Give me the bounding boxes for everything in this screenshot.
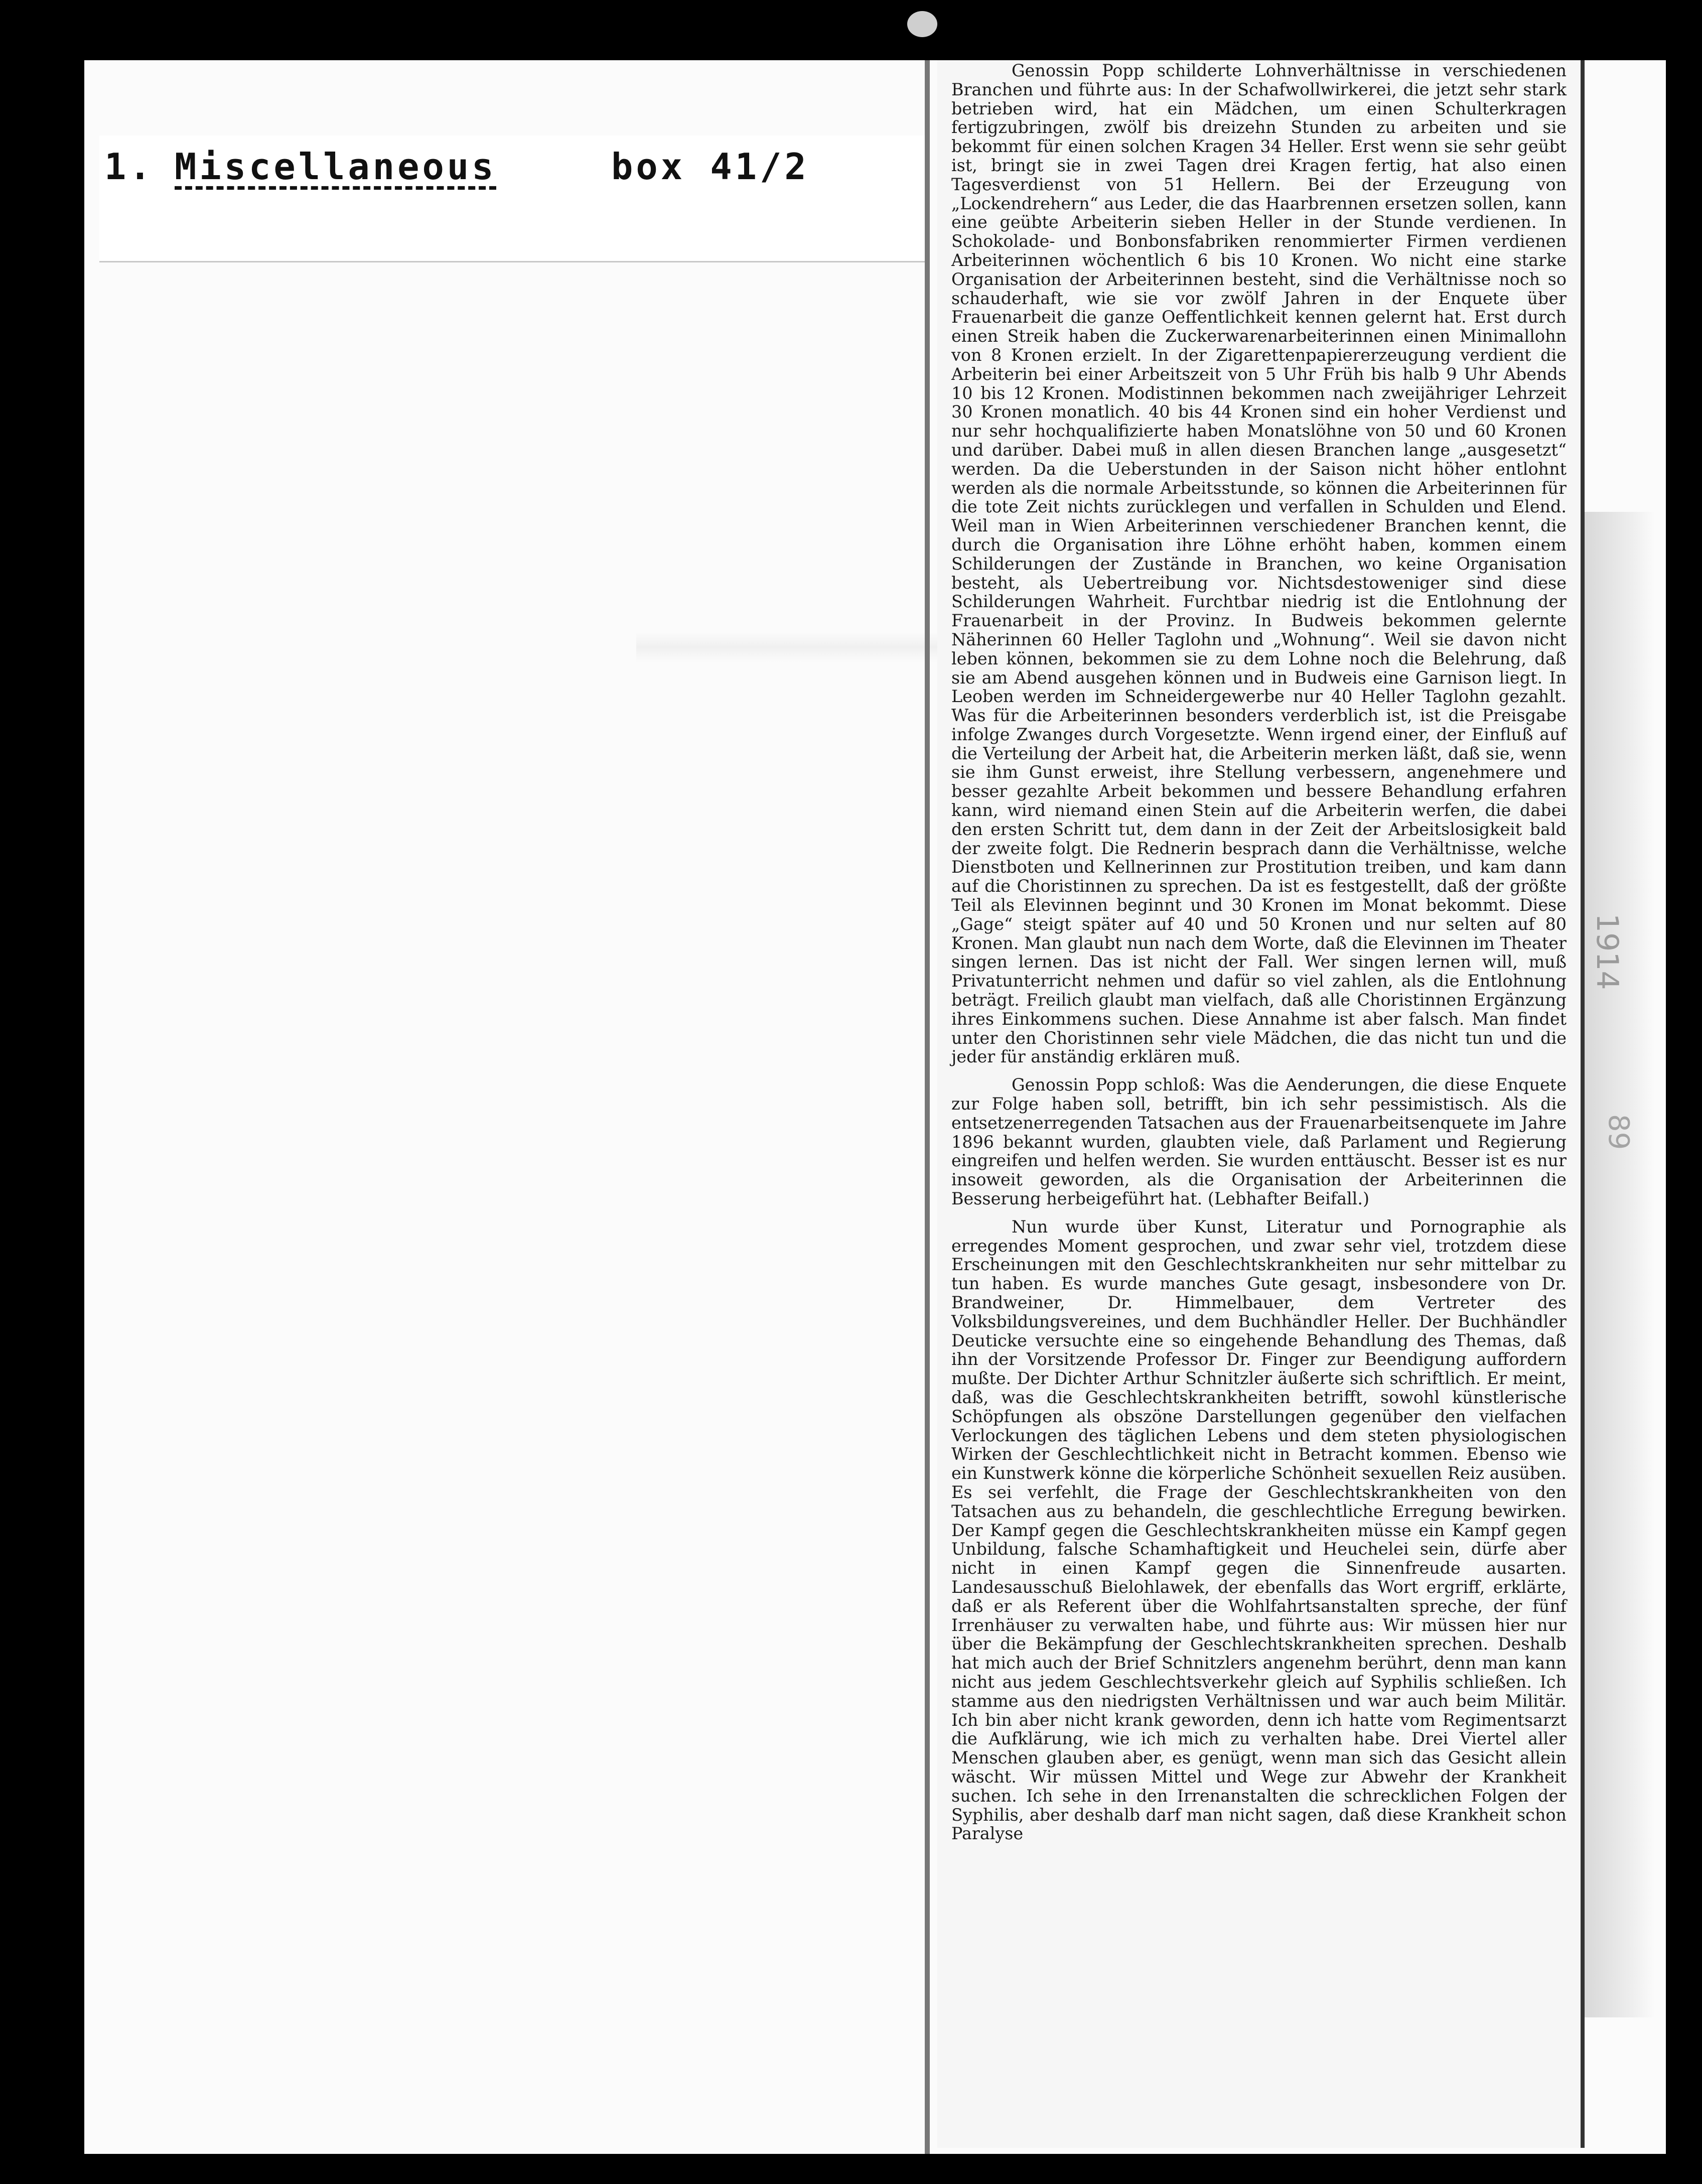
clipping-paragraph: Nun wurde über Kunst, Literatur und Pornographie als erregendes Moment gesprochen, und zwar sehr viel, trotzdem diese Erscheinungen mit den Geschlechtskrankheiten nur sehr mittelbar zu tun haben. Es wurde manches Gute gesagt, insbesondere von Dr. Brandweiner, Dr. Himmelbauer, dem Vertreter des Volksbildungsvereines, und dem Buchhändler Heller. Der Buchhändler Deuticke versuchte eine so eingehende Behandlung des Themas, daß ihn der Vorsitzende Professor Dr. Finger zur Beendigung auffordern mußte. Der Dichter Arthur Schnitzler äußerte sich schriftlich. Er meint, daß, was die Geschlechtskrankheiten betrifft, sowohl künstlerische Schöpfungen als obszöne Darstellungen gegenüber den vielfachen Verlockungen des täglichen Lebens und dem steten physiologischen Wirken der Geschlechtlichkeit nicht in Betracht kommen. Ebenso wie ein Kunstwerk könne die körperliche Schönheit sexuellen Reiz ausüben. Es sei verfehlt, die Frage der Geschlechtskrankheiten von den Tatsachen aus zu behandeln, die geschlechtliche Erregung bewirken. Der Kampf gegen die Geschlechtskrankheiten müsse ein Kampf gegen Unbildung, falsche Schamhaftigkeit und Heuchelei sein, dürfe aber nicht in einen Kampf gegen die Sinnenfreude ausarten. Landesausschuß Bielohlawek, der ebenfalls das Wort ergriff, erklärte, daß er als Referent über die Wohlfahrtsanstalten spreche, der fünf Irrenhäuser zu verwalten habe, und führte aus: Wir müssen hier nur über die Bekämpfung der Geschlechtskrankheiten sprechen. Deshalb hat mich auch der Brief Schnitzlers angenehm berührt, denn man kann nicht aus jedem Geschlechtsverkehr gleich auf Syphilis schließen. Ich stamme aus den niedrigsten Verhältnissen und war auch beim Militär. Ich bin aber nicht krank geworden, denn ich hatte vom Regimentsarzt die Aufklärung, wie ich mich zu verhalten habe. Drei Viertel aller Menschen glauben aber, es genügt, wenn man sich das Gesicht allein wäscht. Wir müssen Mittel und Wege zur Abwehr der Krankheit suchen. Ich sehe in den Irrenanstalten die schrecklichen Folgen der Syphilis, aber deshalb darf man nicht sagen, daß diese Krankheit schon Paralyse [951, 1216, 1567, 1844]
handwritten-note: 89 [1602, 1114, 1635, 1150]
handwritten-note: 1914 [1590, 913, 1625, 990]
clipping-edge [925, 60, 930, 2154]
folder-header [99, 135, 927, 262]
newspaper-clipping [937, 60, 1585, 2148]
archive-sheet [84, 60, 1666, 2154]
margin-area [1585, 60, 1655, 512]
scan-speck [907, 11, 937, 37]
paper-fold [636, 632, 937, 662]
series-number: 1. [104, 146, 154, 188]
clipping-paragraph: Genossin Popp schilderte Lohnverhältnisse in verschiedenen Branchen und führte aus: In der Schafwollwirkerei, die jetzt sehr stark betrieben wird, hat ein Mädchen, um einen Schulterkragen fertigzubringen, zwölf bis dreizehn Stunden zu arbeiten und sie bekommt für einen solchen Kragen 34 Heller. Erst wenn sie sehr geübt ist, bringt sie in zwei Tagen drei Kragen fertig, hat also einen Tagesverdienst von 51 Hellern. Bei der Erzeugung von „Lockendrehern“ aus Leder, die das Haarbrennen ersetzen sollen, kann eine geübte Arbeiterin sieben Heller in der Stunde verdienen. In Schokolade- und Bonbonsfabriken renommierter Firmen verdienen Arbeiterinnen wöchentlich 6 bis 10 Kronen. Wo nicht eine starke Organisation der Arbeiterinnen besteht, sind die Verhältnisse noch so schauderhaft, wie sie vor zwölf Jahren in der Enquete über Frauenarbeit die ganze Oeffentlichkeit kennen gelernt hat. Erst durch einen Streik haben die Zuckerwarenarbeiterinnen einen Minimallohn von 8 Kronen erzielt. In der Zigarettenpapiererzeugung verdient die Arbeiterin bei einer Arbeitszeit von 5 Uhr Früh bis halb 9 Uhr Abends 10 bis 12 Kronen. Modistinnen bekommen nach zweijähriger Lehrzeit 30 Kronen monatlich. 40 bis 44 Kronen sind ein hoher Verdienst und nur sehr hochqualifizierte haben Monatslöhne von 50 und 60 Kronen und darüber. Dabei muß in allen diesen Branchen lange „ausgesetzt“ werden. Da die Ueberstunden in der Saison nicht höher entlohnt werden als die normale Arbeitsstunde, so können die Arbeiterinnen für die tote Zeit nichts zurücklegen und verfallen in Schulden und Elend. Weil man in Wien Arbeiterinnen verschiedener Branchen kennt, die durch die Organisation ihre Löhne erhöht haben, kommen einem Schilderungen der Zustände in Branchen, wo keine Organisation besteht, als Uebertreibung vor. Nichtsdestoweniger sind diese Schilderungen Wahrheit. Furchtbar niedrig ist die Entlohnung der Frauenarbeit in der Provinz. In Budweis bekommen gelernte Näherinnen 60 Heller Taglohn und „Wohnung“. Weil sie davon nicht leben können, bekommen sie zu dem Lohne noch die Belehrung, daß sie am Abend ausgehen können und in Budweis eine Garnison liegt. In Leoben werden im Schneidergewerbe nur 40 Heller Taglohn gezahlt. Was für die Arbeiterinnen besonders verderblich ist, ist die Preisgabe infolge Zwanges durch Vorgesetzte. Wenn irgend einer, der Einfluß auf die Verteilung der Arbeit hat, die Arbeiterin merken läßt, daß sie, wenn sie ihm Gunst erweist, ihre Stellung verbessern, angenehmere und besser gezahlte Arbeit bekommen und bessere Behandlung erfahren kann, wird niemand einen Stein auf die Arbeiterin werfen, die dabei den ersten Schritt tut, dem dann in der Zeit der Arbeitslosigkeit bald der zweite folgt. Die Rednerin besprach dann die Verhältnisse, welche Dienstboten und Kellnerinnen zur Prostitution treiben, und kam dann auf die Choristinnen zu sprechen. Da ist es festgestellt, daß der größte Teil als Elevinnen beginnt und 30 Kronen im Monat bekommt. Diese „Gage“ steigt später auf 40 und 50 Kronen und nur selten auf 80 Kronen. Man glaubt nun nach dem Worte, daß die Elevinnen im Theater singen lernen. Das ist nicht der Fall. Wer singen lernen will, muß Privatunterricht nehmen und dafür so viel zahlen, als die Entlohnung beträgt. Freilich glaubt man vielfach, daß alle Choristinnen Ergänzung ihres Einkommens suchen. Diese Annahme ist aber falsch. Man findet unter den Choristinnen sehr viele Mädchen, die das nicht tun und die jeder für anständig erklären muß. [951, 61, 1567, 1067]
clipping-shadow [1585, 512, 1655, 2017]
clipping-paragraph: Genossin Popp schloß: Was die Aenderungen, die diese Enquete zur Folge haben soll, betrifft, bin ich sehr pessimistisch. Als die entsetzenerregenden Tatsachen aus der Frauenarbeitsenquete im Jahre 1896 bekannt wurden, glaubten viele, daß Parlament und Regierung eingreifen und helfen werden. Sie wurden enttäuscht. Besser ist es nur insoweit geworden, als die Organisation der Arbeiterinnen die Besserung herbeigeführt hat. (Lebhafter Beifall.) [951, 1075, 1567, 1209]
box-number: box 41/2 [611, 146, 809, 188]
folder-title: Miscellaneous [175, 146, 497, 188]
